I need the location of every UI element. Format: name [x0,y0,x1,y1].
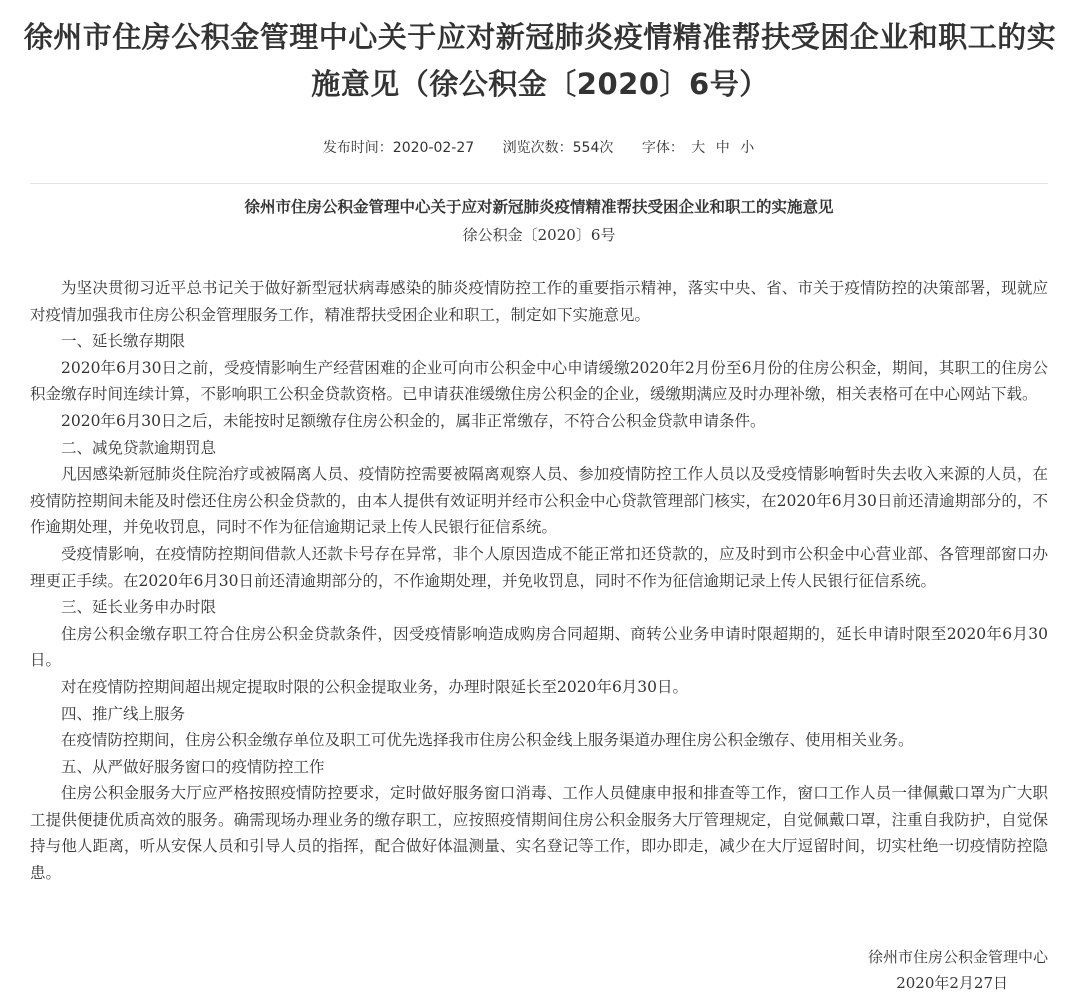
font-size-label: 字体： [641,140,684,156]
page-title: 徐州市住房公积金管理中心关于应对新冠肺炎疫情精准帮扶受困企业和职工的实施意见（徐公积金〔2020〕6号） [23,20,1057,101]
section-heading: 四、推广线上服务 [61,704,186,723]
section-heading: 一、延长缴存期限 [61,332,186,351]
paragraph: 受疫情影响，在疫情防控期间借款人还款卡号存在异常，非个人原因造成不能正常扣还贷款的，应及时到市公积金中心营业部、各管理部窗口办理更正手续。在2020年6月30日前还清逾期部分的，不作逾期处理，并免收罚息，同时不作为征信逾期记录上传人民银行征信系统。 [30,544,1048,590]
signature-date: 2020年2月27日 [896,974,1008,992]
paragraph: 2020年6月30日之前，受疫情影响生产经营困难的企业可向市公积金中心申请缓缴2020年2月份至6月份的住房公积金，期间，其职工的住房公积金缴存时间连续计算，不影响职工公积金贷款资格。已申请获准缓缴住房公积金的企业，缓缴期满应及时办理补缴，相关表格可在中心网站下载。 [30,358,1048,404]
signature-org: 徐州市住房公积金管理中心 [867,948,1048,966]
paragraph: 凡因感染新冠肺炎住院治疗或被隔离人员、疫情防控需要被隔离观察人员、参加疫情防控工作人员以及受疫情影响暂时失去收入来源的人员，在疫情防控期间未能及时偿还住房公积金贷款的，由本人提供有效证明并经市公积金中心贷款管理部门核实，在2020年6月30日前还清逾期部分的，不作逾期处理，并免收罚息，同时不作为征信逾期记录上传人民银行征信系统。 [30,465,1048,537]
paragraph: 住房公积金缴存职工符合住房公积金贷款条件，因受疫情影响造成购房合同超期、商转公业务申请时限超期的，延长申请时限至2020年6月30日。 [30,624,1048,670]
paragraph: 对在疫情防控期间超出规定提取时限的公积金提取业务，办理时限延长至2020年6月30日。 [61,677,689,696]
font-size-large-link[interactable]: 大 [691,140,706,156]
font-size-switcher [642,134,757,162]
section-heading: 五、从严做好服务窗口的疫情防控工作 [61,757,325,776]
header-divider [30,183,1048,184]
font-size-medium-link[interactable]: 中 [715,140,730,156]
publish-time: 发布时间：2020-02-27 [322,140,475,156]
article-content [30,192,1048,887]
view-count: 浏览次数：554次 [502,140,614,156]
section-heading: 三、延长业务申办时限 [61,598,217,617]
section-heading: 二、减免贷款逾期罚息 [61,438,217,457]
font-size-small-link[interactable]: 小 [740,140,755,156]
signature-block [700,944,1048,996]
document-title: 徐州市住房公积金管理中心关于应对新冠肺炎疫情精准帮扶受困企业和职工的实施意见 [244,197,834,216]
paragraph: 在疫情防控期间，住房公积金缴存单位及职工可优先选择我市住房公积金线上服务渠道办理住房公积金缴存、使用相关业务。 [61,731,914,750]
paragraph: 住房公积金服务大厅应严格按照疫情防控要求，定时做好服务窗口消毒、工作人员健康申报和排查等工作，窗口工作人员一律佩戴口罩为广大职工提供便捷优质高效的服务。确需现场办理业务的缴存职工，应按照疫情期间住房公积金服务大厅管理规定，自觉佩戴口罩，注重自我防护，自觉保持与他人距离，听从安保人员和引导人员的指挥，配合做好体温测量、实名登记等工作，即办即走，减少在大厅逗留时间，切实杜绝一切疫情防控隐患。 [30,784,1048,883]
document-number: 徐公积金〔2020〕6号 [462,226,616,244]
article-body [30,275,1048,887]
article-meta-bar [30,134,1050,162]
paragraph-intro: 为坚决贯彻习近平总书记关于做好新型冠状病毒感染的肺炎疫情防控工作的重要指示精神，落实中央、省、市关于疫情防控的决策部署，现就应对疫情加强我市住房公积金管理服务工作，精准帮扶受困企业和职工，制定如下实施意见。 [30,279,1048,324]
paragraph: 2020年6月30日之后，未能按时足额缴存住房公积金的，属非正常缴存，不符合公积金贷款申请条件。 [61,411,766,430]
